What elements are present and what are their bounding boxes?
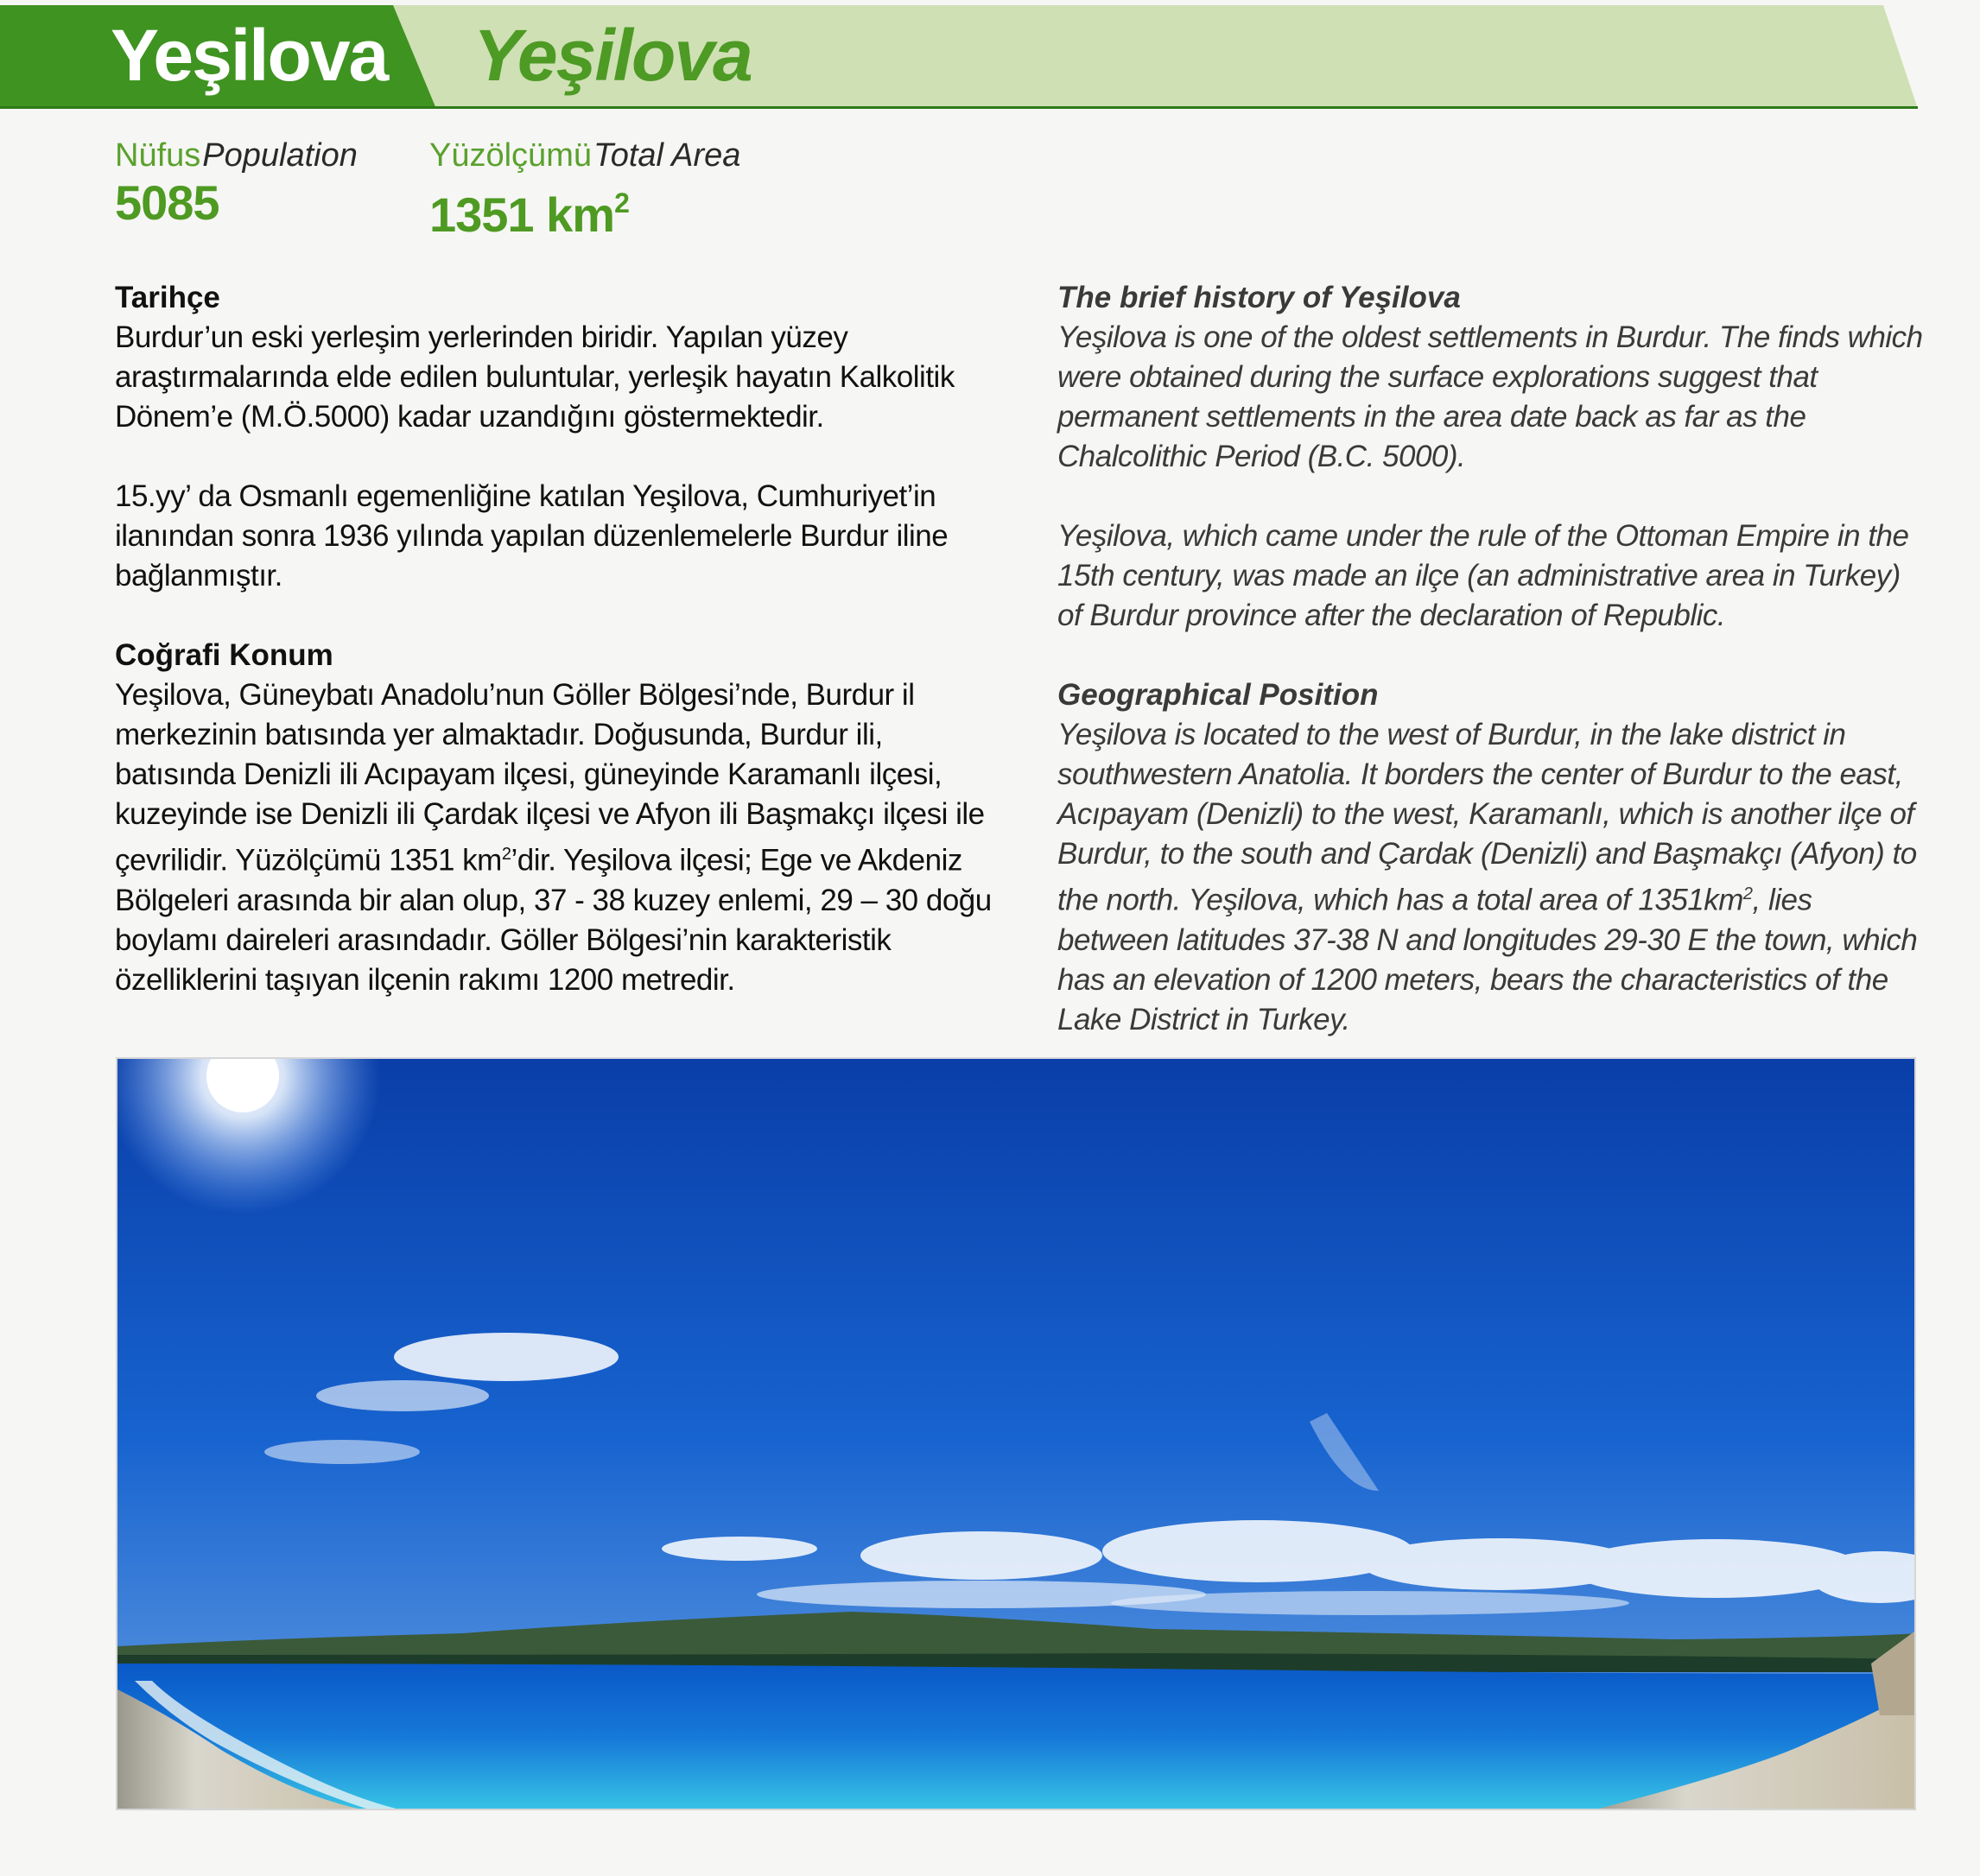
geo-paragraph-tr-sup: 2 [501, 845, 511, 864]
history-paragraph-tr-2: 15.yy’ da Osmanlı egemenliğine katılan Yeşilova, Cumhuriyet’in ilanından sonra 1936 yılında yapılan düzenlemelerle Burdur iline bağlanmıştır. [115, 479, 949, 593]
history-paragraph-en-1: Yeşilova is one of the oldest settlements in Burdur. The finds which were obtained during the surface explorations suggest that permanent settlements in the area date back as far as the Chalcolithic Period (B.C. 5000). [1057, 320, 1923, 473]
geo-heading-tr: Coğrafi Konum [115, 638, 333, 672]
history-paragraph-tr-1: Burdur’un eski yerleşim yerlerinden biridir. Yapılan yüzey araştırmalarında elde edilen buluntular, yerleşik hayatın Kalkolitik Dönem’e (M.Ö.5000) kadar uzandığını göstermektedir. [115, 320, 955, 434]
area-value-number: 1351 km [429, 187, 615, 242]
lake-panorama-photo [116, 1057, 1916, 1810]
geo-heading-en: Geographical Position [1057, 678, 1379, 712]
population-label [115, 135, 358, 176]
area-stat [429, 135, 740, 242]
history-heading-tr: Tarihçe [115, 281, 220, 314]
lake-landscape-illustration [117, 1059, 1916, 1810]
turkish-column [115, 278, 996, 1040]
geo-paragraph-tr-part2: ’dir. Yeşilova ilçesi; Ege ve Akdeniz Bölgeleri arasında bir alan olup, 37 - 38 kuzey enlemi, 29 – 30 doğu boylamı daireleri arasındadır. Göller Bölgesi’nin karakteristik özelliklerini taşıyan ilçenin rakımı 1200 metredir. [115, 843, 992, 997]
area-label [429, 135, 740, 176]
area-unit-superscript: 2 [614, 187, 629, 219]
area-value [429, 176, 740, 242]
english-column [1057, 278, 1930, 1080]
lake [117, 1664, 1916, 1810]
population-label-en: Population [202, 137, 358, 174]
history-paragraph-en-2: Yeşilova, which came under the rule of the Ottoman Empire in the 15th century, was made an ilçe (an administrative area in Turkey) of Burdur province after the declaration of Republic. [1057, 519, 1909, 632]
geo-paragraph-tr [115, 675, 996, 1000]
geo-paragraph-en-part1: Yeşilova is located to the west of Burdur, in the lake district in southwestern Anatolia. It borders the center of Burdur to the east, Acıpayam (Denizli) to the west, Karamanlı, which is another ilçe of Burdur, to the south and Çardak (Denizli) and Başmakçı (Afyon) to the north. Yeşilova, which has a total area of 1351km [1057, 718, 1917, 917]
geo-paragraph-en-part2: , lies between latitudes 37-38 N and longitudes 29-30 E the town, which has an elevation of 1200 meters, bears the characteristics of the Lake District in Turkey. [1057, 883, 1918, 1036]
geo-paragraph-tr-part1: Yeşilova, Güneybatı Anadolu’nun Göller Bölgesi’nde, Burdur il merkezinin batısında yer almaktadır. Doğusunda, Burdur ili, batısında Denizli ili Acıpayam ilçesi, güneyinde Karamanlı ilçesi, kuzeyinde ise Denizli ili Çardak ilçesi ve Afyon ili Başmakçı ilçesi ile çevrilidir. Yüzölçümü 1351 km [115, 678, 985, 878]
area-label-tr: Yüzölçümü [429, 137, 592, 174]
geo-paragraph-en [1057, 715, 1930, 1040]
population-value: 5085 [115, 175, 219, 230]
history-heading-en: The brief history of Yeşilova [1057, 281, 1461, 314]
page-title-english: Yeşilova [473, 15, 752, 96]
population-label-tr: Nüfus [115, 137, 201, 174]
geo-paragraph-en-sup: 2 [1742, 884, 1753, 903]
population-stat [115, 135, 358, 230]
page-title-turkish: Yeşilova [111, 15, 388, 96]
area-label-en: Total Area [593, 137, 741, 174]
